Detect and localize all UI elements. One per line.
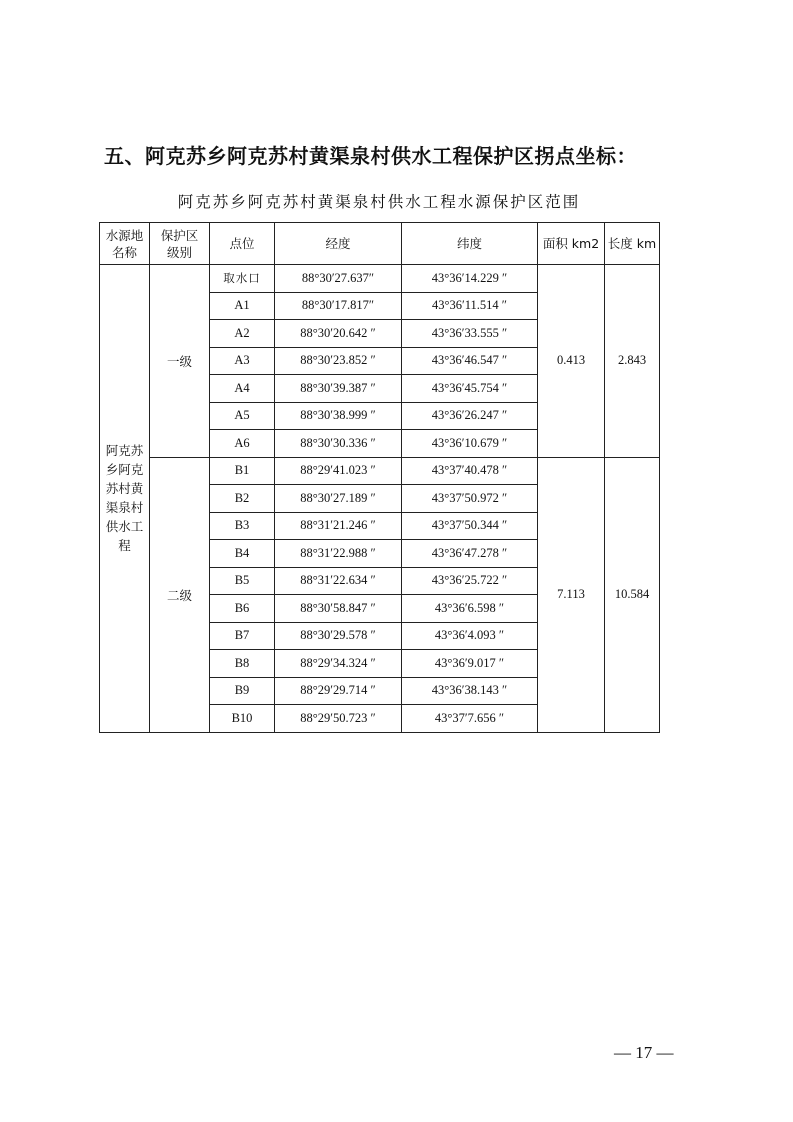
longitude-cell: 88°30′38.999 ″ xyxy=(275,402,402,430)
point-label: B8 xyxy=(234,655,250,670)
site-name-line: 苏村黄 xyxy=(105,481,144,497)
latitude-cell: 43°36′46.547 ″ xyxy=(402,347,538,375)
latitude-cell: 43°36′38.143 ″ xyxy=(402,677,538,705)
longitude-cell: 88°30′23.852 ″ xyxy=(275,347,402,375)
longitude-cell: 88°30′30.336 ″ xyxy=(275,430,402,458)
header-point: 点位 xyxy=(210,223,275,265)
longitude-cell: 88°30′17.817″ xyxy=(275,292,402,320)
point-label: B4 xyxy=(234,545,250,560)
site-name-line: 渠泉村 xyxy=(105,500,144,516)
point-label: B5 xyxy=(234,573,250,588)
point-cell xyxy=(210,567,275,595)
longitude-cell: 88°30′58.847 ″ xyxy=(275,595,402,623)
site-name-line: 阿克苏 xyxy=(105,443,144,459)
longitude-cell: 88°30′27.189 ″ xyxy=(275,485,402,513)
header-area: 面积 km2 xyxy=(538,223,605,265)
latitude-cell: 43°36′47.278 ″ xyxy=(402,540,538,568)
header-longitude: 经度 xyxy=(275,223,402,265)
longitude-cell: 88°29′50.723 ″ xyxy=(275,705,402,733)
point-label: B3 xyxy=(234,518,250,533)
table-body xyxy=(100,265,660,733)
site-name-line: 程 xyxy=(118,538,131,554)
length-cell: 10.584 xyxy=(605,457,660,732)
point-cell xyxy=(210,457,275,485)
point-label: 取水口 xyxy=(223,271,261,286)
point-cell xyxy=(210,512,275,540)
point-label: B9 xyxy=(234,683,250,698)
point-cell xyxy=(210,540,275,568)
point-label: A6 xyxy=(234,435,250,450)
point-label: A5 xyxy=(234,408,250,423)
site-name-cell xyxy=(100,265,150,733)
table-caption: 阿克苏乡阿克苏村黄渠泉村供水工程水源保护区范围 xyxy=(177,193,581,211)
longitude-cell: 88°31′21.246 ″ xyxy=(275,512,402,540)
header-latitude: 纬度 xyxy=(402,223,538,265)
latitude-cell: 43°36′6.598 ″ xyxy=(402,595,538,623)
latitude-cell: 43°37′7.656 ″ xyxy=(402,705,538,733)
point-cell xyxy=(210,320,275,348)
latitude-cell: 43°36′33.555 ″ xyxy=(402,320,538,348)
table-row xyxy=(100,457,660,485)
longitude-cell: 88°31′22.634 ″ xyxy=(275,567,402,595)
longitude-cell: 88°31′22.988 ″ xyxy=(275,540,402,568)
coordinates-table xyxy=(99,222,660,733)
latitude-cell: 43°36′45.754 ″ xyxy=(402,375,538,403)
point-label: A2 xyxy=(234,325,250,340)
longitude-cell: 88°30′20.642 ″ xyxy=(275,320,402,348)
header-level-line-1: 保护区 xyxy=(160,227,199,243)
point-cell xyxy=(210,430,275,458)
latitude-cell: 43°37′50.344 ″ xyxy=(402,512,538,540)
header-length: 长度 km xyxy=(605,223,660,265)
point-label: B10 xyxy=(231,710,253,725)
longitude-cell: 88°29′41.023 ″ xyxy=(275,457,402,485)
longitude-cell: 88°30′27.637″ xyxy=(275,265,402,293)
point-label: B1 xyxy=(234,463,250,478)
point-cell xyxy=(210,650,275,678)
latitude-cell: 43°36′9.017 ″ xyxy=(402,650,538,678)
longitude-cell: 88°30′29.578 ″ xyxy=(275,622,402,650)
latitude-cell: 43°36′25.722 ″ xyxy=(402,567,538,595)
latitude-cell: 43°36′11.514 ″ xyxy=(402,292,538,320)
latitude-cell: 43°36′10.679 ″ xyxy=(402,430,538,458)
point-label: A4 xyxy=(234,380,250,395)
point-label: B6 xyxy=(234,600,250,615)
latitude-cell: 43°36′26.247 ″ xyxy=(402,402,538,430)
point-cell xyxy=(210,265,275,293)
header-site-line-2: 名称 xyxy=(111,244,137,260)
protection-level-cell: 二级 xyxy=(150,457,210,732)
point-cell xyxy=(210,292,275,320)
point-cell xyxy=(210,485,275,513)
header-site-line-1: 水源地 xyxy=(105,227,144,243)
site-name-line: 乡阿克 xyxy=(105,462,144,478)
point-cell xyxy=(210,402,275,430)
point-label: A1 xyxy=(234,298,250,313)
point-cell xyxy=(210,705,275,733)
latitude-cell: 43°36′14.229 ″ xyxy=(402,265,538,293)
point-cell xyxy=(210,375,275,403)
table-row xyxy=(100,265,660,293)
point-cell xyxy=(210,622,275,650)
area-cell: 0.413 xyxy=(538,265,605,458)
point-label: A3 xyxy=(234,353,250,368)
site-name-line: 供水工 xyxy=(105,519,144,535)
point-label: B2 xyxy=(234,490,250,505)
longitude-cell: 88°29′29.714 ″ xyxy=(275,677,402,705)
latitude-cell: 43°37′40.478 ″ xyxy=(402,457,538,485)
latitude-cell: 43°37′50.972 ″ xyxy=(402,485,538,513)
longitude-cell: 88°30′39.387 ″ xyxy=(275,375,402,403)
header-site-name xyxy=(100,223,150,265)
length-cell: 2.843 xyxy=(605,265,660,458)
header-protection-level xyxy=(150,223,210,265)
point-cell xyxy=(210,677,275,705)
area-cell: 7.113 xyxy=(538,457,605,732)
point-label: B7 xyxy=(234,628,250,643)
longitude-cell: 88°29′34.324 ″ xyxy=(275,650,402,678)
table-header-row xyxy=(100,223,660,265)
latitude-cell: 43°36′4.093 ″ xyxy=(402,622,538,650)
point-cell xyxy=(210,595,275,623)
header-level-line-2: 级别 xyxy=(166,244,192,260)
page-number: — 17 — xyxy=(614,1043,674,1062)
protection-level-cell: 一级 xyxy=(150,265,210,458)
point-cell xyxy=(210,347,275,375)
section-heading: 五、阿克苏乡阿克苏村黄渠泉村供水工程保护区拐点坐标： xyxy=(104,144,637,168)
